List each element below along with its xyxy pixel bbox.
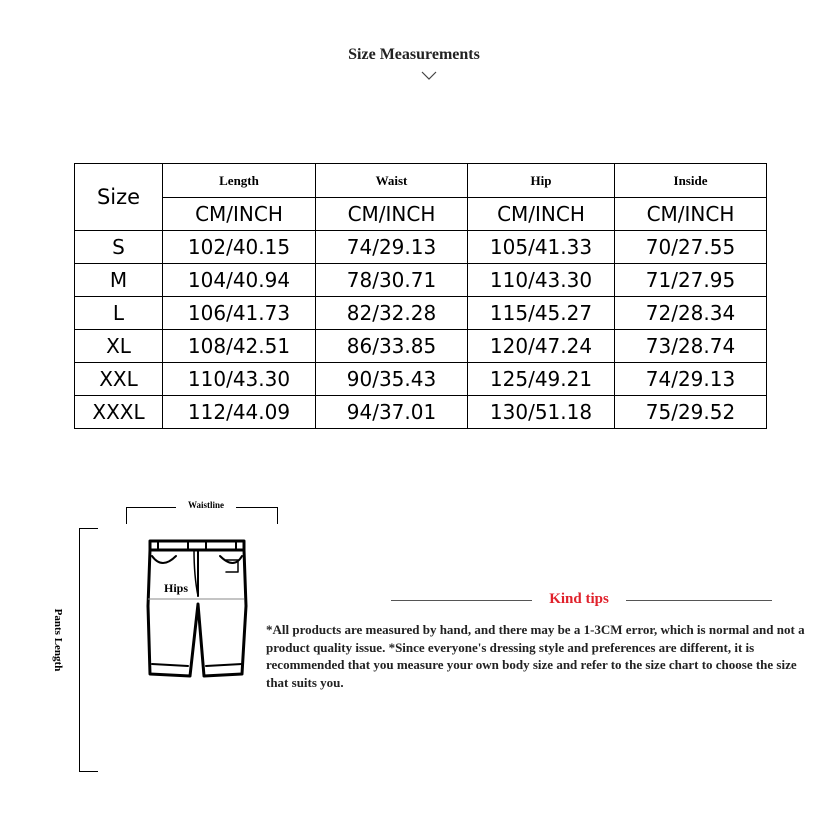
inside-cell: 71/27.95 (615, 264, 767, 297)
length-cell: 102/40.15 (163, 231, 316, 264)
table-row (75, 396, 767, 429)
waist-cell: 86/33.85 (316, 330, 468, 363)
size-cell: S (75, 231, 163, 264)
pants-length-label: Pants Length (52, 608, 64, 672)
hip-cell: 125/49.21 (468, 363, 615, 396)
waist-cell: 82/32.28 (316, 297, 468, 330)
column-header-inside: Inside (615, 164, 767, 198)
table-row (75, 363, 767, 396)
shorts-icon (140, 536, 252, 682)
unit-cell: CM/INCH (163, 198, 316, 231)
kind-tips-title: Kind tips (549, 591, 609, 607)
table-row (75, 264, 767, 297)
unit-cell: CM/INCH (468, 198, 615, 231)
inside-cell: 73/28.74 (615, 330, 767, 363)
kind-tips-text: *All products are measured by hand, and there may be a 1-3CM error, which is normal and not a product quality issue. *Since everyone's dressing style and preferences are different, it is recommended that you measure your own body size and refer to the size chart to choose the size that suits you. (266, 622, 805, 690)
inside-cell: 75/29.52 (615, 396, 767, 429)
size-cell: XL (75, 330, 163, 363)
page-title: Size Measurements (348, 46, 480, 63)
hip-cell: 130/51.18 (468, 396, 615, 429)
hip-cell: 115/45.27 (468, 297, 615, 330)
hip-cell: 120/47.24 (468, 330, 615, 363)
inside-cell: 72/28.34 (615, 297, 767, 330)
column-header-hip: Hip (468, 164, 615, 198)
size-chart-table (74, 163, 767, 429)
hips-label: Hips (164, 581, 189, 595)
size-cell: XXL (75, 363, 163, 396)
table-row (75, 231, 767, 264)
waist-cell: 74/29.13 (316, 231, 468, 264)
tips-divider-left (391, 600, 532, 601)
size-column-header: Size (75, 164, 163, 231)
length-cell: 106/41.73 (163, 297, 316, 330)
chevron-down-icon (420, 70, 438, 82)
column-header-length: Length (163, 164, 316, 198)
table-header-row (75, 164, 767, 198)
size-cell: XXXL (75, 396, 163, 429)
unit-cell: CM/INCH (316, 198, 468, 231)
length-cell: 108/42.51 (163, 330, 316, 363)
inside-cell: 70/27.55 (615, 231, 767, 264)
size-cell: M (75, 264, 163, 297)
waist-cell: 90/35.43 (316, 363, 468, 396)
column-header-waist: Waist (316, 164, 468, 198)
inside-cell: 74/29.13 (615, 363, 767, 396)
waist-cell: 94/37.01 (316, 396, 468, 429)
table-row (75, 330, 767, 363)
unit-row (75, 198, 767, 231)
length-cell: 104/40.94 (163, 264, 316, 297)
pants-length-bracket (79, 528, 98, 772)
length-cell: 112/44.09 (163, 396, 316, 429)
length-cell: 110/43.30 (163, 363, 316, 396)
waist-cell: 78/30.71 (316, 264, 468, 297)
hip-cell: 105/41.33 (468, 231, 615, 264)
tips-divider-right (626, 600, 772, 601)
size-cell: L (75, 297, 163, 330)
unit-cell: CM/INCH (615, 198, 767, 231)
hip-cell: 110/43.30 (468, 264, 615, 297)
table-row (75, 297, 767, 330)
waistline-label: Waistline (176, 500, 236, 510)
